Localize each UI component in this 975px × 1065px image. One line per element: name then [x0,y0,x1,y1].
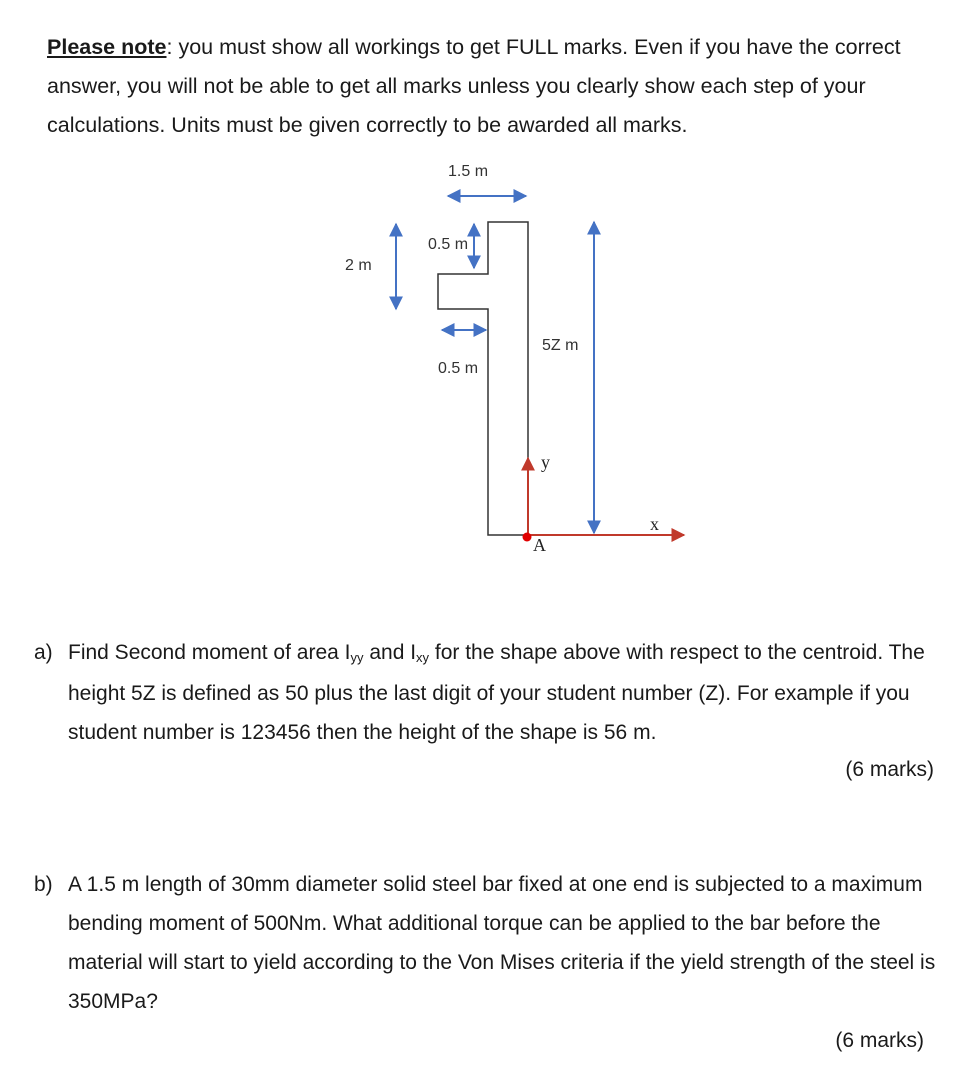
question-b-marks: (6 marks) [835,1029,924,1052]
question-a-text-part: for the shape above with respect to the centroid. The height 5Z is defined as 50 plus the last digit of your student number (Z). For example if you student number is 123456 then the height of the shape is 56 m. [68,641,925,744]
dim-total-height-label: 5Z m [542,337,579,354]
question-a [34,633,934,803]
note-text: : you must show all workings to get FULL marks. Even if you have the correct answer, you will not be able to get all marks unless you clearly show each step of your calculations. Units must be given correctly to be awarded all marks. [47,35,901,137]
question-b [34,865,936,1065]
iyy-subscript: yy [350,650,364,665]
point-a-label: A [533,535,546,555]
dim-flange-top-label: 0.5 m [428,236,469,253]
dim-top-width-label: 1.5 m [448,163,489,180]
shape-outline [438,222,528,535]
question-a-text-part: Find Second moment of area I [68,641,351,664]
y-axis-label: y [541,452,550,472]
dim-flange-width-label: 0.5 m [438,360,479,377]
question-a-label: a) [34,641,53,664]
ixy-subscript: xy [416,650,430,665]
point-a-marker [523,533,532,542]
x-axis-label: x [650,514,659,534]
question-a-text [68,633,938,752]
question-a-marks: (6 marks) [845,758,934,781]
question-b-label: b) [34,873,53,896]
dim-left-height-label: 2 m [345,257,372,274]
question-a-text-part: and I [363,641,417,664]
note-lead: Please note [47,35,167,59]
question-b-text: A 1.5 m length of 30mm diameter solid steel bar fixed at one end is subjected to a maximum bending moment of 500Nm. What additional torque can be applied to the bar before the material will start to yield according to the Von Mises criteria if the yield strength of the steel is 350MPa? [68,873,936,1013]
